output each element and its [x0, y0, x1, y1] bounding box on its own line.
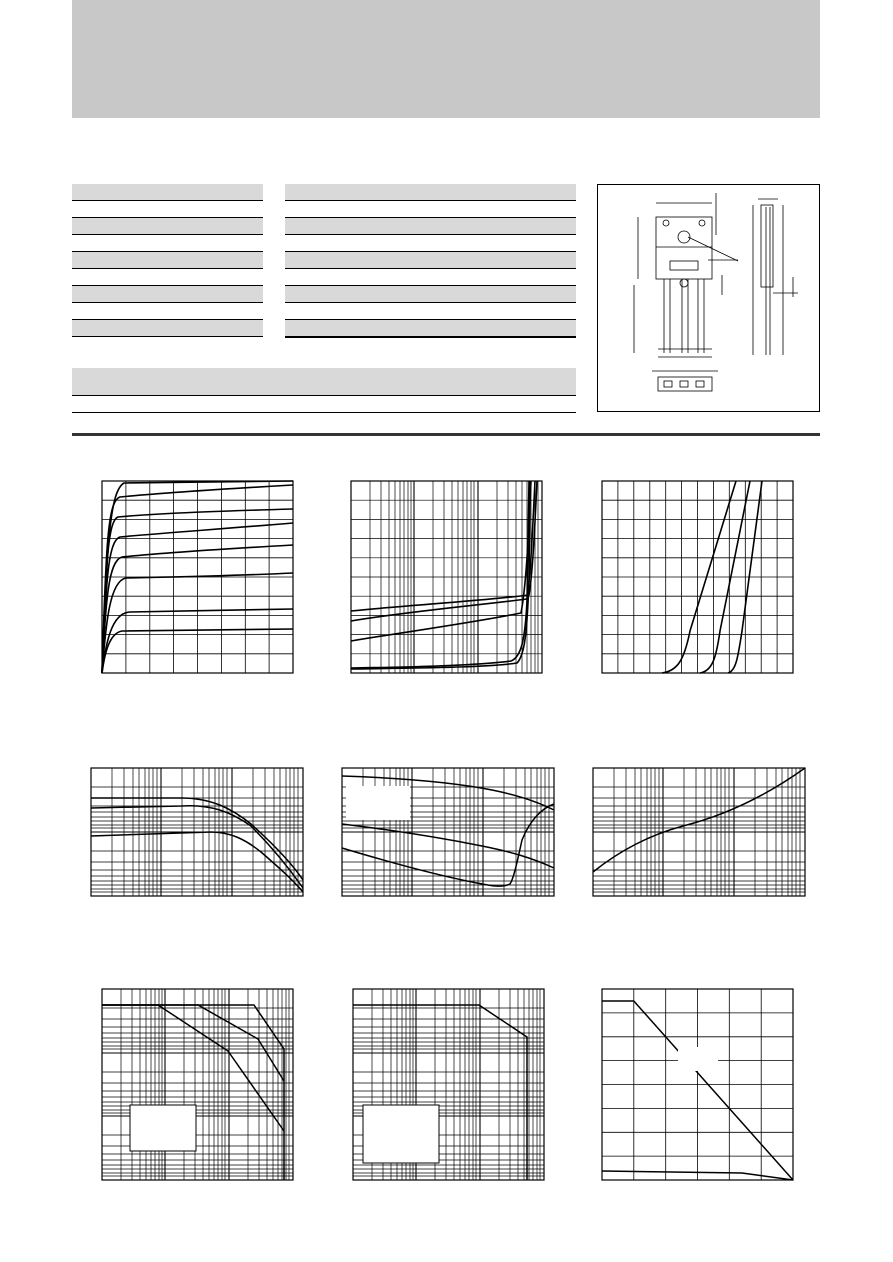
header-band [72, 0, 820, 118]
graph-6-grid [593, 768, 805, 896]
graph-5 [342, 768, 554, 896]
package-outline-box [597, 184, 820, 412]
graph-7-note-box [130, 1105, 196, 1151]
graph-1 [102, 481, 293, 673]
classification-table [72, 368, 576, 413]
left-ratings-table [72, 184, 263, 337]
graph-8-note-box [363, 1105, 439, 1163]
right-characteristics-table [285, 184, 576, 338]
graph-2-grid [351, 481, 542, 673]
graph-8 [353, 989, 544, 1180]
section-divider [72, 433, 820, 436]
graph-6 [593, 768, 805, 896]
graph-3-grid [602, 481, 793, 673]
graph-9-grid [602, 989, 793, 1180]
package-outline-drawing [598, 185, 821, 413]
graph-4 [91, 768, 303, 896]
graph-5-legend-area [346, 786, 410, 820]
graph-3 [602, 481, 793, 673]
graph-9-label-area [678, 1047, 718, 1071]
graph-2 [351, 481, 542, 673]
graph-9 [602, 989, 793, 1180]
graph-6-curve [593, 768, 805, 872]
graph-7 [102, 989, 293, 1180]
